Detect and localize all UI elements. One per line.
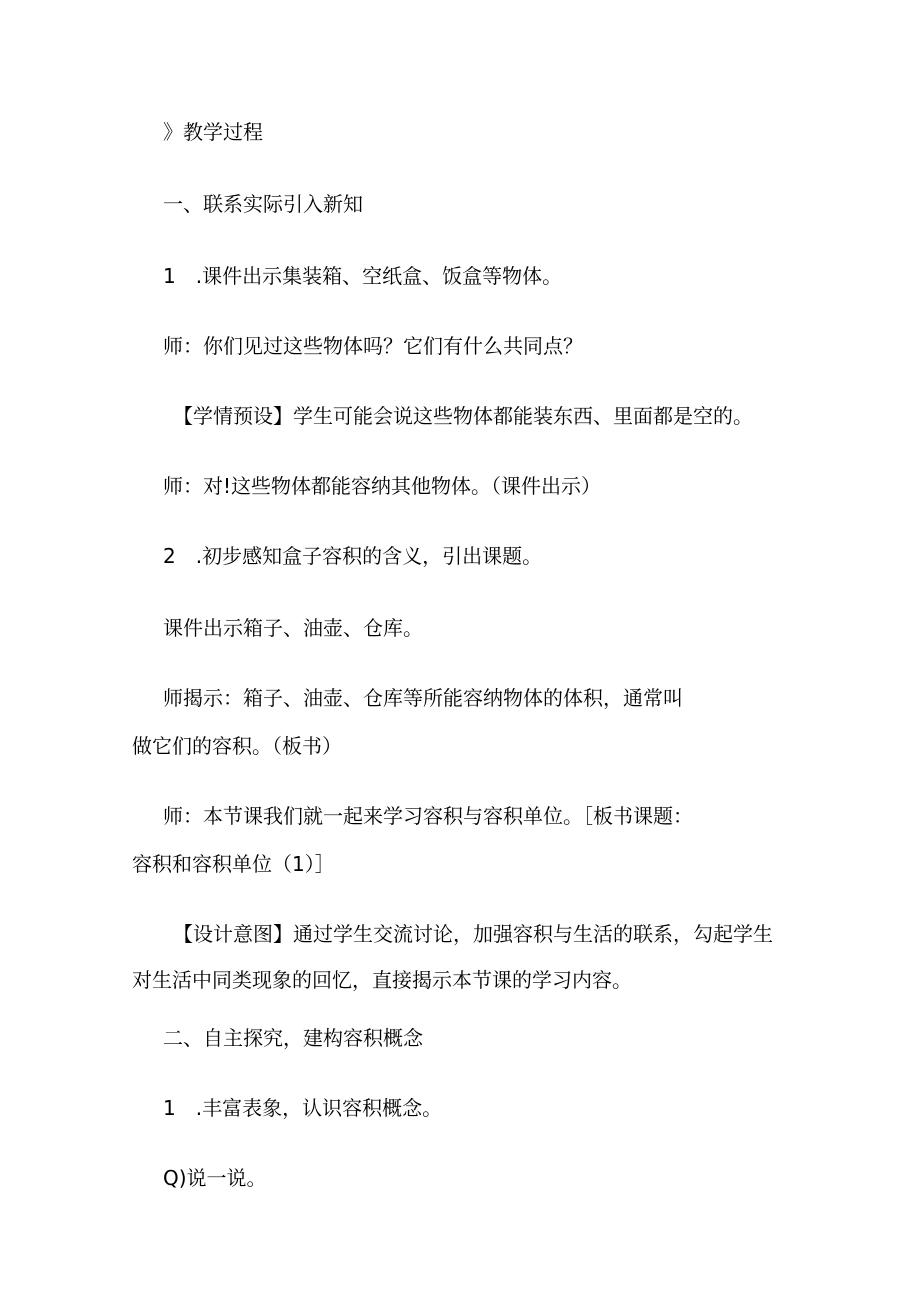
paragraph-courseware: 课件出示箱子、油壶、仓库。 [163,616,423,640]
paragraph-lesson-topic-line-2: 容积和容积单位（1）］ [132,852,335,876]
paragraph-student-prediction: 【学情预设】学生可能会说这些物体都能装东西、里面都是空的。 [173,404,753,428]
paragraph-teacher-reveal-line-1: 师揭示：箱子、油壶、仓库等所能容纳物体的体积，通常叫 [163,686,683,710]
paragraph-design-intent-line-2: 对生活中同类现象的回忆，直接揭示本节课的学习内容。 [132,968,632,992]
section-heading-1: 一、联系实际引入新知 [163,192,363,216]
paragraph-design-intent-line-1: 【设计意图】通过学生交流讨论，加强容积与生活的联系，勾起学生 [173,922,773,946]
paragraph-step-1: 1 .课件出示集装箱、空纸盒、饭盒等物体。 [163,264,563,288]
paragraph-teacher-reveal-line-2: 做它们的容积。（板书） [132,734,342,758]
paragraph-step-2: 2 .初步感知盒子容积的含义，引出课题。 [163,544,543,568]
paragraph-teacher-question: 师：你们见过这些物体吗？它们有什么共同点？ [163,334,583,358]
paragraph-step-enrich: 1 .丰富表象，认识容积概念。 [163,1096,443,1120]
paragraph-lesson-topic-line-1: 师：本节课我们就一起来学习容积与容积单位。［板书课题： [163,804,693,828]
section-heading-teaching-process: 》教学过程 [163,120,263,144]
paragraph-say-it: Q)说一说。 [163,1166,267,1190]
paragraph-teacher-answer: 师：对!这些物体都能容纳其他物体。（课件出示） [163,474,602,498]
section-heading-2: 二、自主探究，建构容积概念 [163,1026,423,1050]
